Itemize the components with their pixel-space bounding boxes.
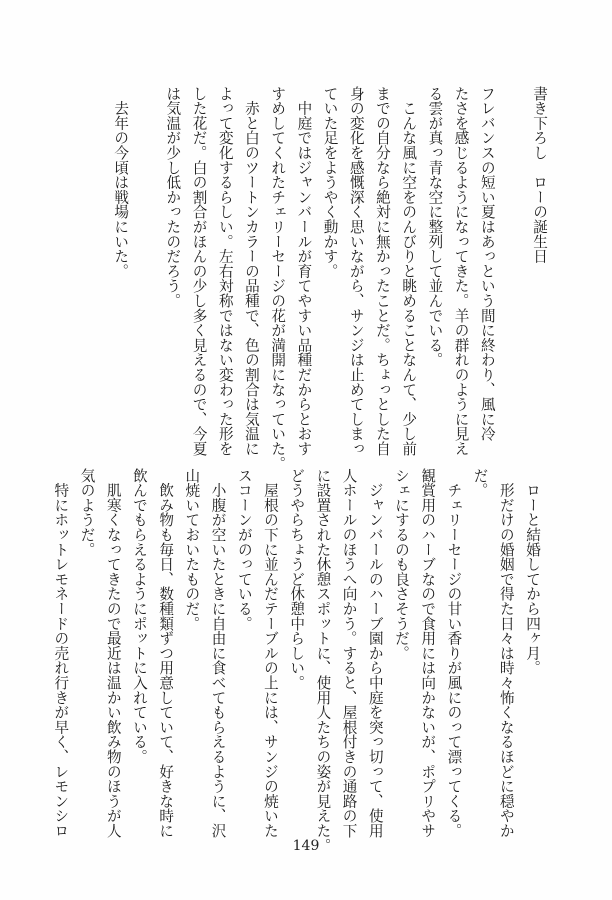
text-column: は気温が少し低かったのだろう。 bbox=[164, 86, 182, 308]
text-column: 観賞用のハーブなので食用には向かないが、ポプリやサ bbox=[419, 468, 437, 838]
text-column: ローと結婚してから四ヶ月。 bbox=[524, 468, 541, 676]
text-column: 飲み物も毎日、数種類ずつ用意していて、好きな時に bbox=[157, 468, 175, 838]
text-column: 去年の今頃は戦場にいた。 bbox=[112, 86, 130, 279]
text-column: 特にホットレモネードの売れ行きが早く、レモンシロ bbox=[52, 468, 70, 838]
chapter-title: 書き下ろし ローの誕生日 bbox=[531, 86, 548, 264]
page-number: 149 bbox=[292, 838, 320, 854]
text-column: スコーンがのっている。 bbox=[235, 468, 253, 631]
text-column: 赤と白のツートンカラーの品種で、色の割合は気温に bbox=[242, 86, 260, 456]
text-column: 中庭ではジャンバールが育てやすい品種だからとおす bbox=[295, 86, 313, 456]
text-column: だ。 bbox=[471, 468, 489, 498]
text-column: 形だけの婚姻で得た日々は時々怖くなるほどに穏やか bbox=[497, 468, 515, 838]
text-column: すめしてくれたチェリーセージの花が満開になっていた。 bbox=[269, 86, 287, 471]
text-column: 人ホールのほうへ向かう。すると、屋根付きの通路の下 bbox=[340, 468, 358, 838]
text-column: に設置された休憩スポットに、使用人たちの姿が見えた。 bbox=[314, 468, 332, 853]
text-column: 肌寒くなってきたので最近は温かい飲み物のほうが人 bbox=[104, 468, 122, 838]
text-column: こんな風に空をのんびりと眺めることなんて、少し前 bbox=[400, 86, 418, 456]
text-column: した花だ。白の割合がほんの少し多く見えるので、今夏 bbox=[190, 86, 208, 456]
text-column: 屋根の下に並んだテーブルの上には、サンジの焼いた bbox=[261, 468, 279, 838]
top-text-block bbox=[107, 86, 552, 471]
text-column: 身の変化を感慨深く思いながら、サンジは止めてしまっ bbox=[347, 86, 365, 456]
text-column: 小腹が空いたときに自由に食べてもらえるように、沢 bbox=[209, 468, 227, 838]
text-column: シェにするのも良さそうだ。 bbox=[392, 468, 410, 661]
text-column: たさを感じるようになってきた。羊の群れのように見え bbox=[452, 86, 470, 456]
text-column: ジャンバールのハーブ園から中庭を突っ切って、使用 bbox=[366, 468, 384, 838]
text-column: フレバンスの短い夏はあっという間に終わり、風に冷 bbox=[478, 86, 496, 442]
text-column: どうやらちょうど休憩中らしい。 bbox=[288, 468, 306, 690]
text-column: ていた足をようやく動かす。 bbox=[321, 86, 339, 279]
text-column: る雲が真っ青な空に整列して並んでいる。 bbox=[426, 86, 444, 368]
text-column: 山焼いておいたものだ。 bbox=[183, 468, 201, 631]
text-column: までの自分なら絶対に無かったことだ。ちょっとした自 bbox=[373, 86, 391, 456]
text-column: よって変化するらしい。左右対称ではない変わった形を bbox=[216, 86, 234, 456]
text-column: 飲んでもらえるようにポットに入れている。 bbox=[130, 468, 148, 764]
bottom-text-block bbox=[47, 468, 545, 853]
text-column: チェリーセージの甘い香りが風にのって漂ってくる。 bbox=[445, 468, 463, 838]
blank-column bbox=[133, 86, 159, 456]
text-column: 気のようだ。 bbox=[78, 468, 96, 557]
